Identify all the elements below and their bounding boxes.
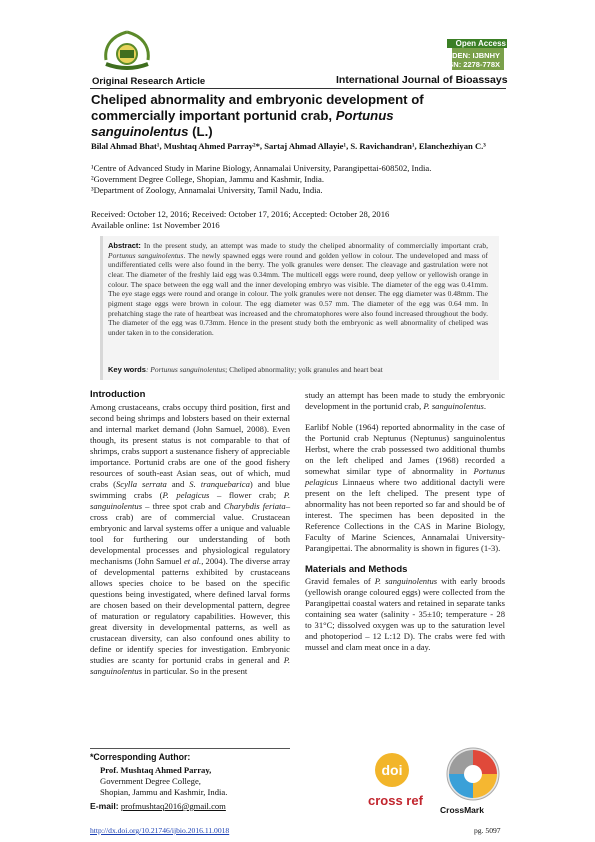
title-text: Cheliped abnormality and embryonic development of commercially important portunid crab, — [91, 92, 424, 123]
keywords-species: : Portunus sanguinolentus — [145, 365, 226, 374]
abstract-part: . The newly spawned eggs were round and golden yellow in colour. The undeveloped and mass of undifferentiated cells were also found in the berry. The yolk granules were denser. The cleavage and gastrulation were not clear. The diameter of the freshly laid egg was 0.34mm. The multicell eggs were round, deep yellow or yellowish orange in colour. The space between the egg wall and the inner developing embryo was visible. The diameter of the egg was 0.41mm. The eye stage eggs were round and orange in colour. The yolk granules were not denser. The egg diameter was 0.48mm. The pigment stage eggs were brown in colour. The egg diameter was 0.57 mm. The diameter of the egg was 0.64 mm. In prehatching stage the rate of heartbeat was increased and the chromatophores were also found increased throughout the body. The diameter of the egg was 0.73mm. Hence in the present study both the embryonic as well abnormality of cheliped was under taken in to the consideration. — [108, 250, 488, 337]
materials-heading: Materials and Methods — [305, 564, 408, 575]
journal-name: International Journal of Bioassays — [336, 74, 508, 86]
crossref-logo: cross ref — [368, 793, 423, 808]
corresponding-email — [90, 801, 226, 811]
affiliation-3: ³Department of Zoology, Annamalai University, Tamil Nadu, India. — [91, 185, 323, 195]
intro-column — [90, 389, 290, 677]
affiliation-2: ²Government Degree College, Shopian, Jammu and Kashmir, India. — [91, 174, 325, 184]
crossmark-logo[interactable] — [445, 746, 501, 806]
page-number: pg. 5097 — [474, 826, 501, 835]
coden-text: CODEN: IJBNHY — [440, 51, 500, 60]
article-type: Original Research Article — [92, 76, 206, 87]
footnote-rule — [90, 748, 290, 749]
abstract-part: In the present study, an attempt was made to study the cheliped abnormality of commercially important crab, — [140, 241, 488, 250]
corresponding-institution: Government Degree College, — [100, 776, 201, 786]
corresponding-heading: *Corresponding Author: — [90, 752, 191, 762]
doi-text: doi — [381, 762, 403, 778]
issn-text: ISSN: 2278-778X — [441, 60, 500, 69]
keywords-label: Key words — [108, 365, 146, 374]
abstract-label: Abstract: — [108, 241, 141, 250]
title-suffix: (L.) — [188, 124, 213, 139]
abstract-species: Portunus sanguinolentus — [108, 250, 184, 260]
journal-logo — [92, 28, 162, 76]
crossmark-label: CrossMark — [440, 805, 484, 815]
doi-link[interactable]: http://dx.doi.org/10.21746/ijbio.2016.11.0018 — [90, 826, 230, 835]
abstract-text — [108, 241, 488, 338]
email-link[interactable]: profmushtaq2016@gmail.com — [120, 801, 226, 811]
keywords-rest: ; Cheliped abnormality; yolk granules and heart beat — [225, 365, 383, 374]
article-title — [91, 92, 491, 140]
affiliation-1: ¹Centre of Advanced Study in Marine Biology, Annamalai University, Parangipettai-608502, India. — [91, 163, 432, 173]
received-dates: Received: October 12, 2016; Received: October 17, 2016; Accepted: October 28, 2016 — [91, 209, 390, 219]
corresponding-name: Prof. Mushtaq Ahmed Parray, — [100, 765, 212, 775]
abnormality-paragraph: Earlibf Noble (1964) reported abnormality in the case of the Portunid crab Neptunus (Neptunus) sanguinolentus Herbst, where the crab possessed two additional thumbs on the left cheliped and James (1968) recorded a somewhat similar type of abnormality in Portunus pelagicus Linnaeus where two additional dactyli were present on the left cheliped. The present type of abnormality has not been reported so far and should be of interest. The specimen has been deposited in the Reference Collections in the CAS in Marine Biology, Faculty of Marine Sciences, Annamalai University-Parangipettai. The abnormality is shown in figures (1-3). — [305, 422, 505, 553]
title-species: Portunus sanguinolentus — [91, 108, 394, 139]
header-rule — [90, 88, 506, 89]
author-list: Bilal Ahmad Bhat¹, Mushtaq Ahmed Parray²*, Sartaj Ahmad Allayie¹, S. Ravichandran¹, Elanchezhiyan C.³ — [91, 141, 486, 151]
corresponding-location: Shopian, Jammu and Kashmir, India. — [100, 787, 228, 797]
keywords — [108, 365, 488, 374]
materials-paragraph: Gravid females of P. sanguinolentus with early broods (yellowish orange coloured eggs) were collected from the Parangipettai coastal waters and retained in separate tanks containing sea water (salinity - 35±10; temperature - 28 to 31°C; dissolved oxygen was up to the saturation level and photoperiod – 12 L:12 D). The crabs were fed with mussel and clam meat once in a day. — [305, 576, 505, 652]
intro-continuation: study an attempt has been made to study the embryonic development in the portunid crab, P. sanguinolentus. — [305, 390, 505, 411]
open-access-label: Open Access — [447, 39, 507, 48]
right-column — [305, 390, 505, 653]
intro-heading: Introduction — [90, 389, 146, 400]
available-online: Available online: 1st November 2016 — [91, 220, 220, 230]
email-label: E-mail: — [90, 801, 119, 811]
intro-paragraph: Among crustaceans, crabs occupy third position, first and second being shrimps and lobsters based on their external and internal market demand (John Samuel, 2008). Even though, its present status is not comparable to that of shrimps, crabs support a sustenance fishery of appreciable importance. Portunid crabs are one of the good fishery resources of south-east Asian seas, out of which, mud crabs (Scylla serrata and S. tranquebarica) and blue swimming crabs (P. pelagicus – flower crab; P. sanguinolentus – three spot crab and Charybdis feriata–cross crab) are of commercial value. Crustacean embryonic and larval systems offer a unique and valuable tool for furthering our understanding of both developmental processes and physiological regulatory mechanisms (John Samuel et al., 2004). The diverse array of developmental patterns exhibited by crustaceans allows species choice to be based on the specific questions being investigated, where defined larval forms are chosen based on their developmental pattern, degree of maturation or regulatory capabilities. However, this great diversity in developmental patterns, as well as crustacean diversity, can also confound ones ability to define or identify species for investigation. Embryonic studies are scanty for portunid crabs in general and P. sanguinolentus in particular. So in the present — [90, 402, 290, 676]
